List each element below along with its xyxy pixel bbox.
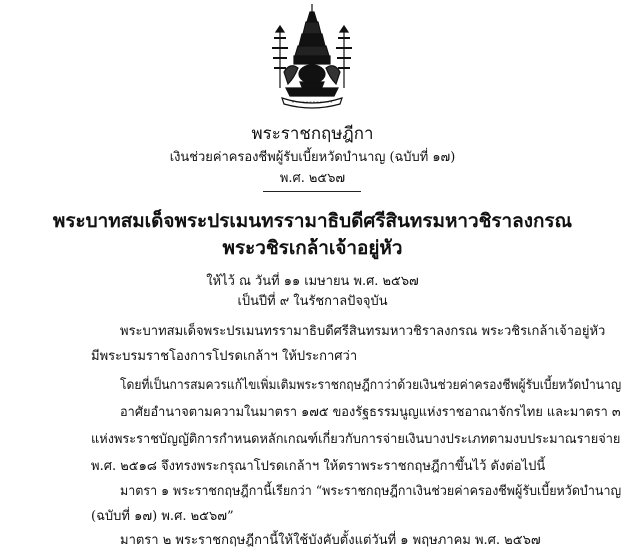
royal-emblem-icon — [262, 2, 362, 110]
authority-line-2: แห่งพระราชบัญญัติการกำหนดหลักเกณฑ์เกี่ยวกับการจ่ายเงินบางประเภทตามงบประมาณรายจ่าย — [91, 432, 621, 447]
king-name-line-2: พระวชิรเกล้าเจ้าอยู่หัว — [222, 237, 403, 259]
section-1-line-1: มาตรา ๑ พระราชกฤษฎีกานี้เรียกว่า “พระราชกฤษฎีกาเงินช่วยค่าครองชีพผู้รับเบี้ยหวัดบำนาญ — [120, 484, 622, 499]
reign-year: เป็นปีที่ ๙ ในรัชกาลปัจจุบัน — [237, 294, 388, 309]
king-name-line-1: พระบาทสมเด็จพระปรเมนทรรามาธิบดีศรีสินทรมหาวชิราลงกรณ — [52, 210, 573, 232]
preamble-line-1: พระบาทสมเด็จพระปรเมนทรรามาธิบดีศรีสินทรมหาวชิราลงกรณ พระวชิรเกล้าเจ้าอยู่หัว — [120, 324, 606, 339]
section-1-line-2: (ฉบับที่ ๑๗) พ.ศ. ๒๕๖๗” — [91, 509, 234, 524]
given-date: ให้ไว้ ณ วันที่ ๑๑ เมษายน พ.ศ. ๒๕๖๗ — [206, 274, 419, 289]
title-divider — [263, 191, 361, 192]
decree-year: พ.ศ. ๒๕๖๗ — [279, 171, 346, 186]
rationale-line-1: โดยที่เป็นการสมควรแก้ไขเพิ่มเติมพระราชกฤษฎีกาว่าด้วยเงินช่วยค่าครองชีพผู้รับเบี้ยหวัดบำนาญ — [120, 378, 622, 393]
decree-subtitle: เงินช่วยค่าครองชีพผู้รับเบี้ยหวัดบำนาญ (ฉบับที่ ๑๗) — [169, 150, 456, 165]
authority-line-3: พ.ศ. ๒๕๑๘ จึงทรงพระกรุณาโปรดเกล้าฯ ให้ตราพระราชกฤษฎีกาขึ้นไว้ ดังต่อไปนี้ — [91, 459, 546, 474]
preamble-line-2: มีพระบรมราชโองการโปรดเกล้าฯ ให้ประกาศว่า — [91, 349, 358, 364]
section-2-line-1: มาตรา ๒ พระราชกฤษฎีกานี้ให้ใช้บังคับตั้งแต่วันที่ ๑ พฤษภาคม พ.ศ. ๒๕๖๗ — [120, 533, 541, 548]
authority-line-1: อาศัยอำนาจตามความในมาตรา ๑๗๕ ของรัฐธรรมนูญแห่งราชอาณาจักรไทย และมาตรา ๓ — [120, 405, 621, 420]
decree-title: พระราชกฤษฎีกา — [251, 124, 374, 144]
